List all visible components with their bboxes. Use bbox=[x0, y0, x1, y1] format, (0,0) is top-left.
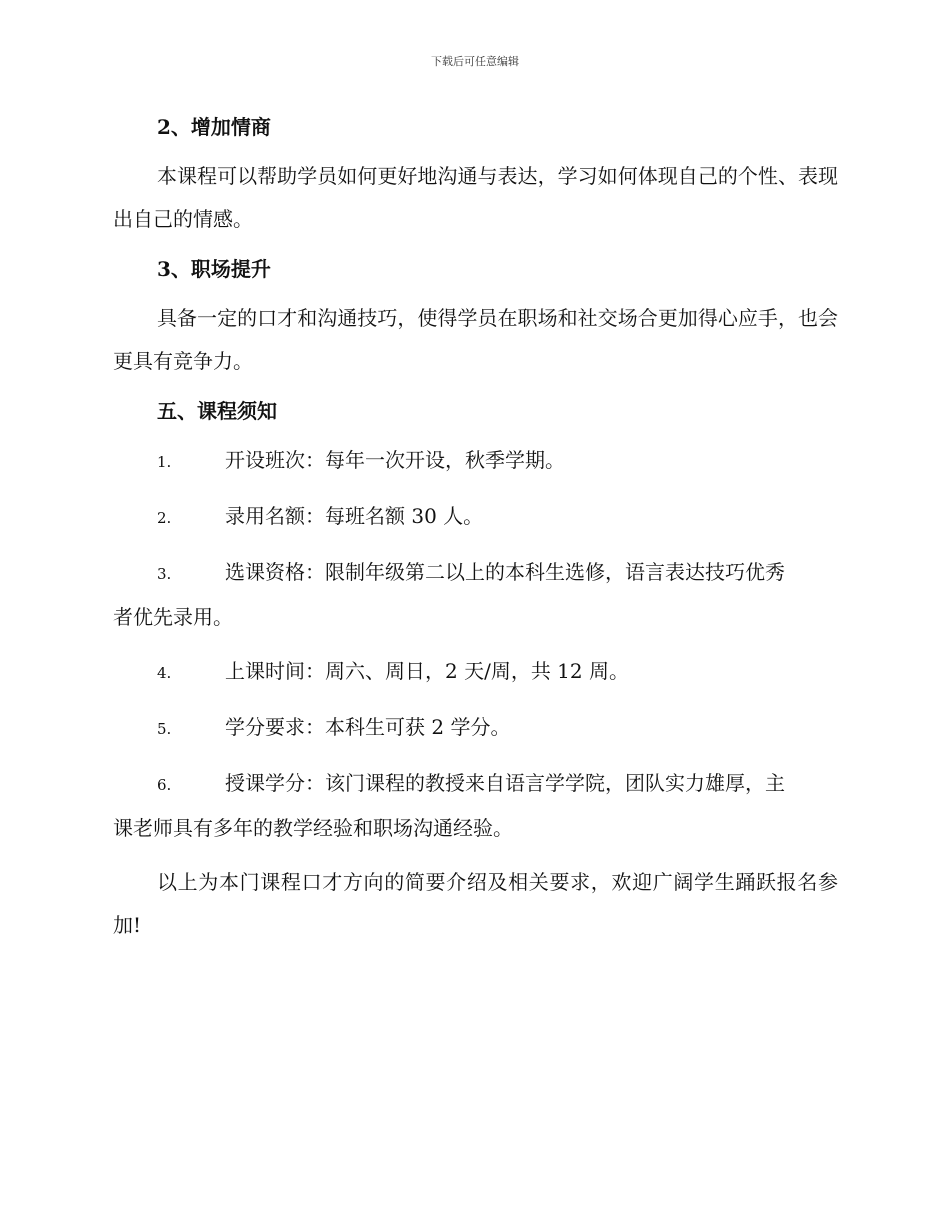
notice-item bbox=[113, 650, 838, 695]
notice-item-number: 1. bbox=[157, 453, 172, 471]
section-body-career: 具备一定的口才和沟通技巧，使得学员在职场和社交场合更加得心应手，也会更具有竞争力。 bbox=[113, 306, 838, 373]
notice-item-text: 选课资格：限制年级第二以上的本科生选修，语言表达技巧优秀 bbox=[225, 560, 785, 584]
notice-item-number: 4. bbox=[157, 664, 172, 682]
notice-item-number: 2. bbox=[157, 509, 172, 527]
notice-item bbox=[113, 551, 838, 596]
section-body-eq: 本课程可以帮助学员如何更好地沟通与表达，学习如何体现自己的个性、表现出自己的情感。 bbox=[113, 164, 838, 231]
notice-item bbox=[113, 762, 838, 807]
section-heading-notice: 五、课程须知 bbox=[157, 399, 277, 423]
notice-item-text: 学分要求：本科生可获 2 学分。 bbox=[225, 715, 511, 739]
section-heading-career: 3、职场提升 bbox=[157, 257, 271, 281]
notice-item-text: 上课时间：周六、周日，2 天/周，共 12 周。 bbox=[225, 659, 629, 683]
notice-item-text: 开设班次：每年一次开设，秋季学期。 bbox=[225, 448, 565, 472]
notice-item-number: 3. bbox=[157, 565, 172, 583]
section-heading-eq: 2、增加情商 bbox=[157, 115, 271, 139]
notice-item-continuation: 课老师具有多年的教学经验和职场沟通经验。 bbox=[113, 816, 513, 840]
closing-paragraph: 以上为本门课程口才方向的简要介绍及相关要求，欢迎广阔学生踊跃报名参加! bbox=[113, 870, 838, 937]
page-header: 下载后可任意编辑 bbox=[431, 55, 519, 68]
document-body bbox=[113, 110, 838, 947]
notice-item-text: 授课学分：该门课程的教授来自语言学学院，团队实力雄厚，主 bbox=[225, 771, 785, 795]
notice-item-continuation: 者优先录用。 bbox=[113, 605, 233, 629]
notice-item-number: 6. bbox=[157, 776, 172, 794]
notice-item-text: 录用名额：每班名额 30 人。 bbox=[225, 504, 484, 528]
notice-item bbox=[113, 439, 838, 484]
notice-item bbox=[113, 495, 838, 540]
notice-item-number: 5. bbox=[157, 720, 172, 738]
notice-item bbox=[113, 706, 838, 751]
